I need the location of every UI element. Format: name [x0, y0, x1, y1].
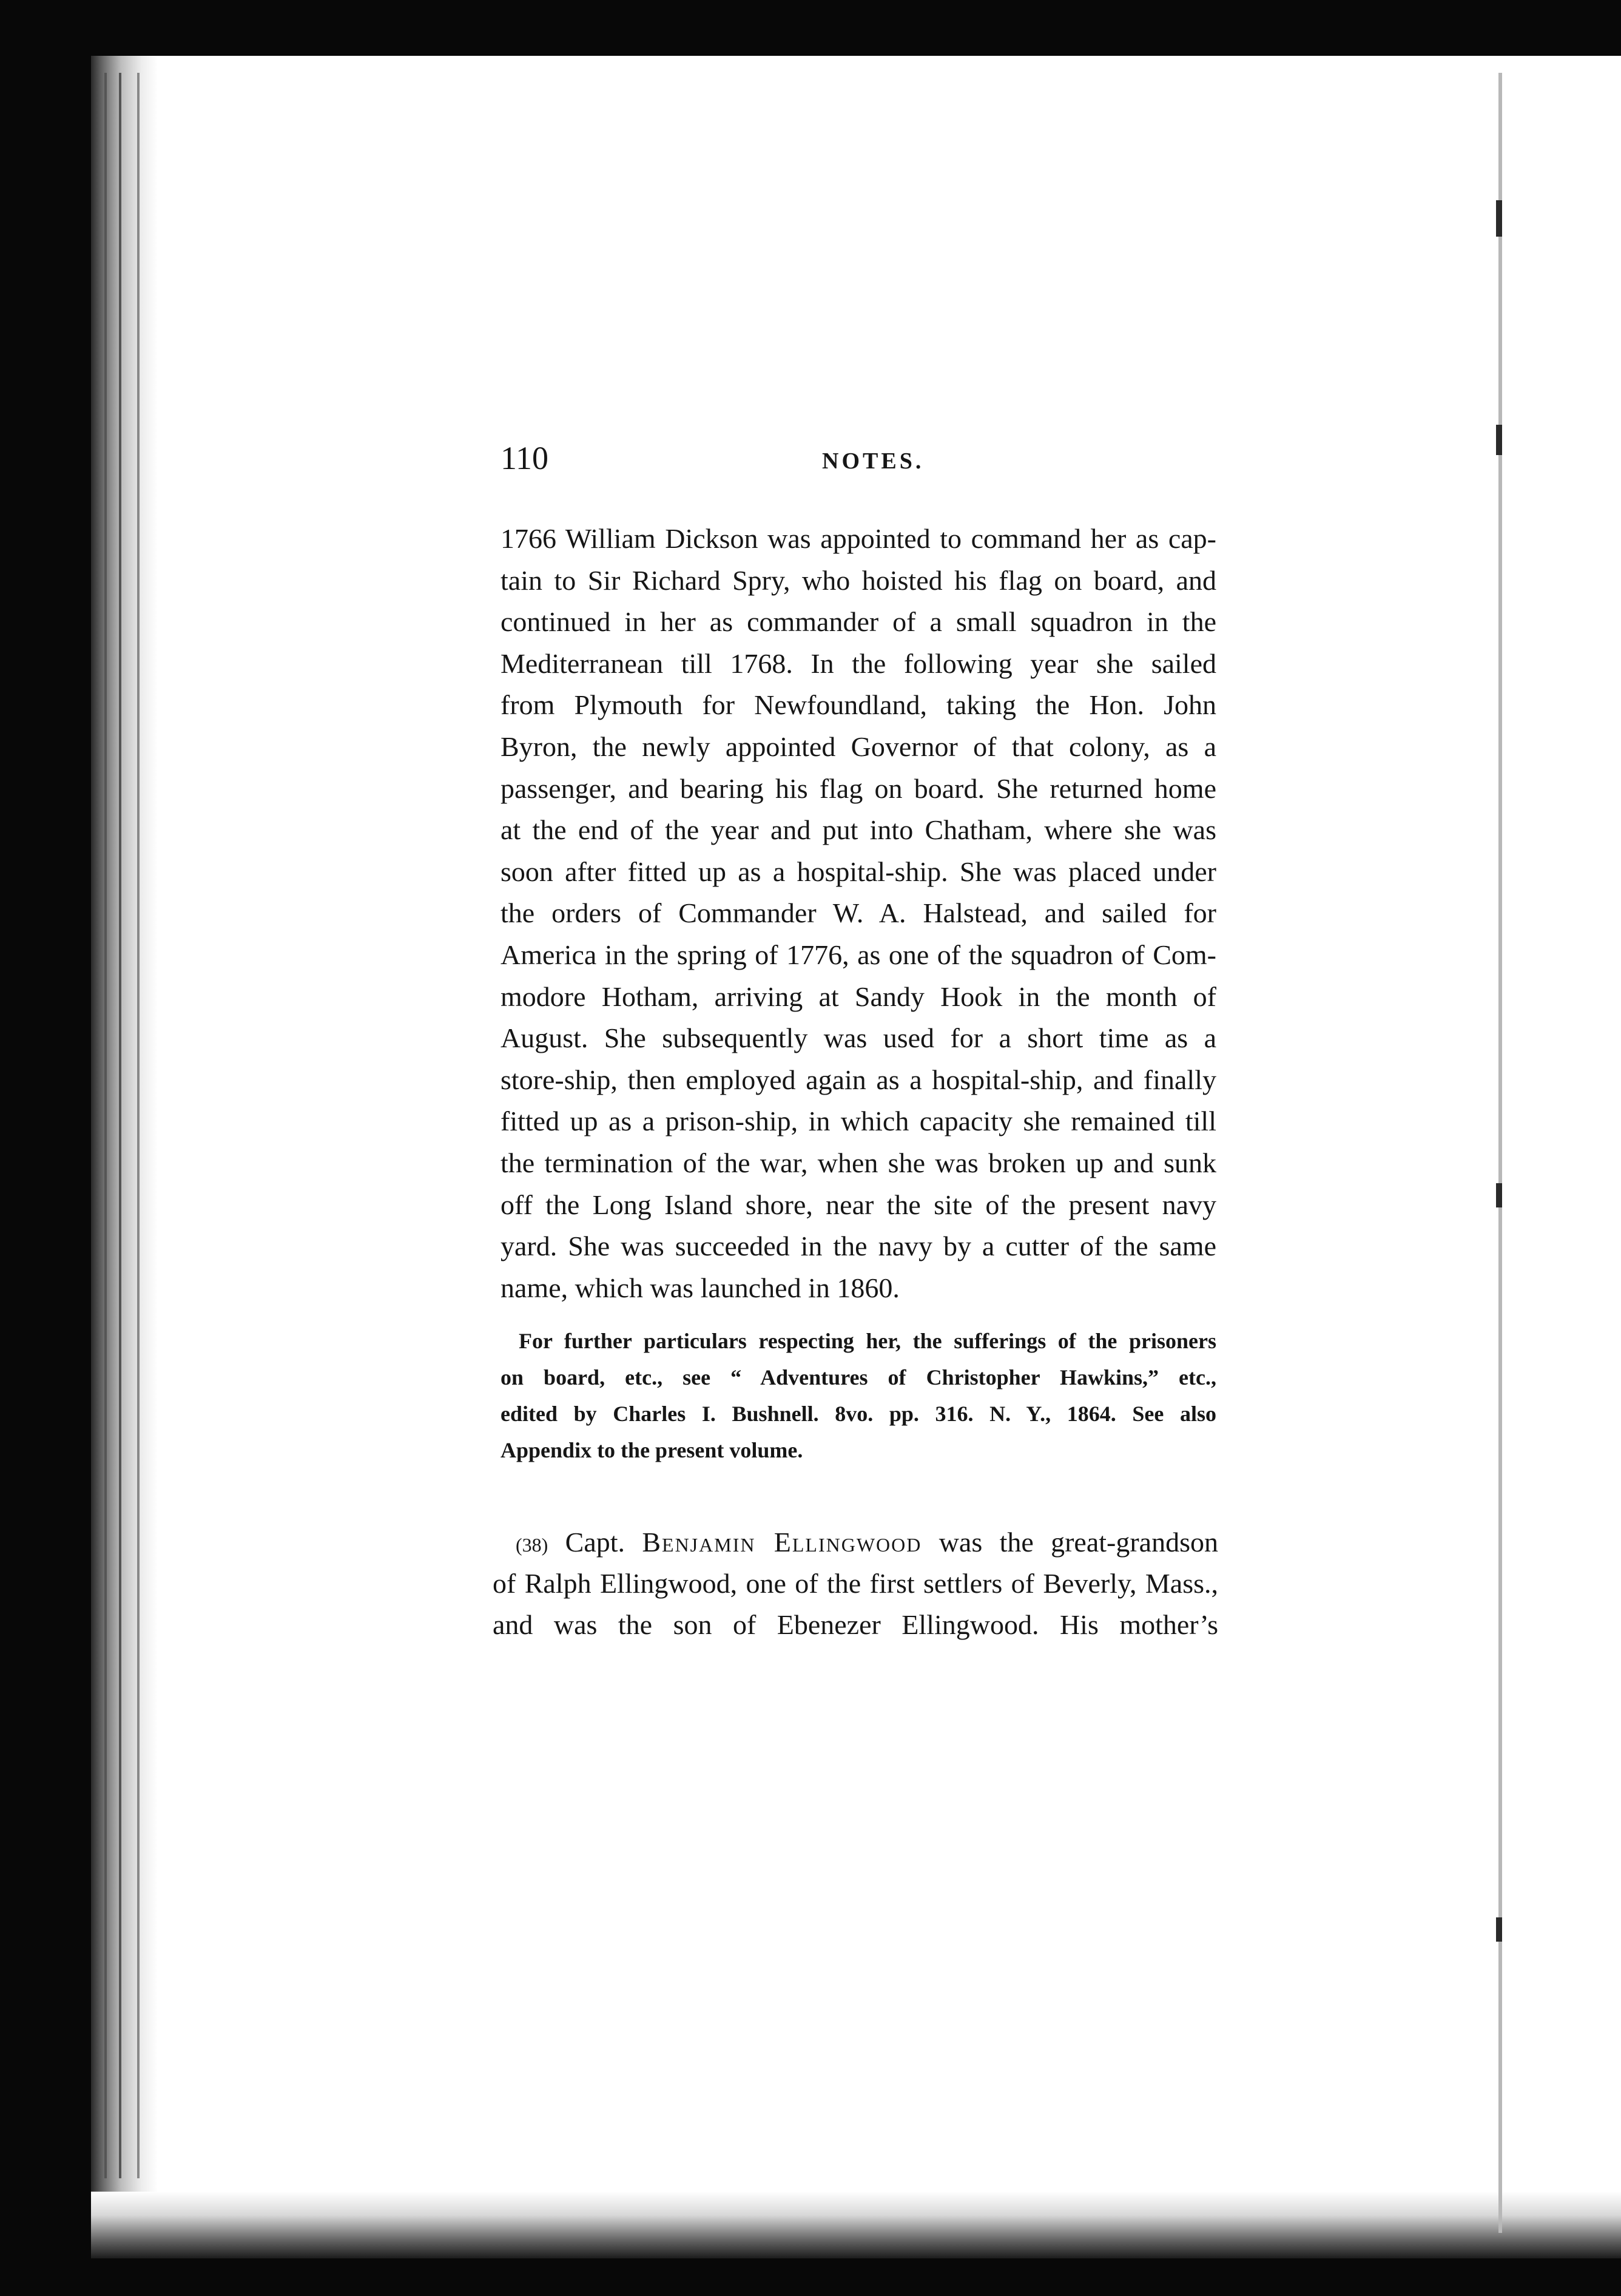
text-line: yard. She was succeeded in the navy by a cutter of the same: [500, 1231, 1216, 1262]
edge-mark: [1496, 1917, 1502, 1942]
footnote-line: on board, etc., see “ Adventures of Christopher Hawkins,” etc.,: [500, 1365, 1216, 1389]
gutter-line: [137, 73, 140, 2178]
running-title: NOTES.: [822, 448, 925, 474]
footnote-line: Appendix to the present volume.: [500, 1438, 803, 1462]
text-line: fitted up as a prison-ship, in which capacity she remained till: [500, 1106, 1216, 1137]
edge-mark: [1496, 200, 1502, 237]
footnote-line: For further particulars respecting her, the sufferings of the prisoners: [519, 1329, 1216, 1353]
text-line: 1766 William Dickson was appointed to command her as cap-: [500, 523, 1216, 554]
text-line: continued in her as commander of a small squadron in the: [500, 606, 1216, 638]
footnote-line: edited by Charles I. Bushnell. 8vo. pp. 316. N. Y., 1864. See also: [500, 1402, 1216, 1426]
footnote: [500, 1323, 1216, 1468]
text-line: Byron, the newly appointed Governor of that colony, as a: [500, 731, 1216, 762]
page-bottom-edge: [91, 2192, 1621, 2258]
text-line: store-ship, then employed again as a hospital-ship, and finally: [500, 1064, 1216, 1095]
edge-mark: [1496, 425, 1502, 455]
gutter-line: [104, 73, 107, 2178]
text-line: the termination of the war, when she was broken up and sunk: [500, 1147, 1216, 1178]
text-line: soon after fitted up as a hospital-ship. She was placed under: [500, 856, 1216, 887]
body-paragraph: [500, 518, 1216, 1309]
text-line: of Ralph Ellingwood, one of the first settlers of Beverly, Mass.,: [493, 1568, 1218, 1599]
text-line: off the Long Island shore, near the site of the present navy: [500, 1189, 1216, 1220]
next-note-paragraph: [493, 1522, 1218, 1646]
text-line: from Plymouth for Newfoundland, taking the Hon. John: [500, 689, 1216, 721]
text-line: August. She subsequently was used for a short time as a: [500, 1022, 1216, 1054]
text-line: passenger, and bearing his flag on board. She returned home: [500, 772, 1216, 804]
text-line: and was the son of Ebenezer Ellingwood. His mother’s: [493, 1609, 1218, 1640]
text-line: the orders of Commander W. A. Halstead, and sailed for: [500, 897, 1216, 929]
facing-page-edge: [1498, 73, 1502, 2233]
note-text: Capt.: [548, 1527, 642, 1558]
running-head: [500, 437, 1216, 485]
text-line: at the end of the year and put into Chatham, where she was: [500, 814, 1216, 846]
note-marker: (38): [516, 1534, 548, 1556]
text-line: tain to Sir Richard Spry, who hoisted his flag on board, and: [500, 564, 1216, 596]
gutter-line: [119, 73, 121, 2178]
text-line: [493, 1522, 1218, 1563]
text-line: modore Hotham, arriving at Sandy Hook in the month of: [500, 981, 1216, 1012]
edge-mark: [1496, 1183, 1502, 1207]
page-number: 110: [500, 440, 548, 476]
text-line: Mediterranean till 1768. In the following year she sailed: [500, 647, 1216, 679]
text-line: name, which was launched in 1860.: [500, 1272, 900, 1303]
note-text: was the great-grandson: [922, 1527, 1218, 1558]
binding-gutter: [91, 56, 158, 2258]
text-line: America in the spring of 1776, as one of the squadron of Com-: [500, 939, 1216, 970]
person-name: Benjamin Ellingwood: [642, 1527, 922, 1558]
